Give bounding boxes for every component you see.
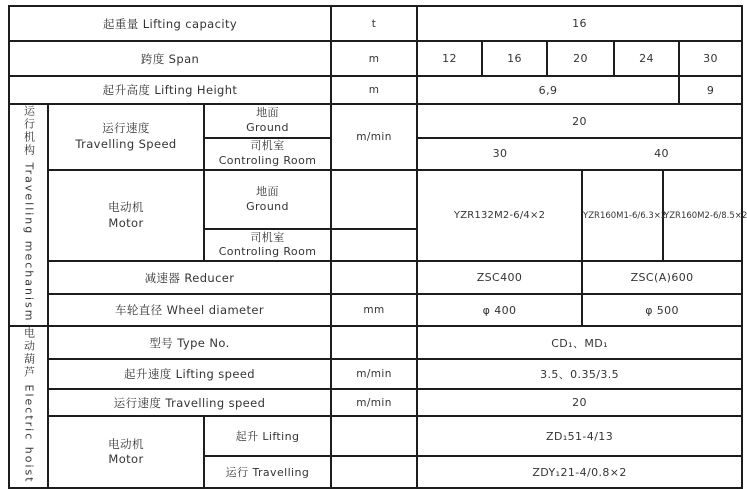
speed-controlling-room-zh: 司机室 <box>250 139 285 152</box>
value-motor-yzr132: YZR132M2-6/4×2 <box>417 170 582 262</box>
section-electric-hoist-title: 电动葫芦 Electric hoist <box>22 327 36 485</box>
row-label-lifting-height: 起升高度 Lifting Height <box>9 76 331 104</box>
unit-span: m <box>331 41 417 76</box>
unit-type-no <box>331 326 417 359</box>
speed-ground-zh: 地面 <box>256 106 279 120</box>
unit-travelling-speed: m/min <box>331 104 417 170</box>
unit-lifting-height: m <box>331 76 417 104</box>
row-label-hoist-travelling-speed: 运行速度 Travelling speed <box>48 389 331 416</box>
row-label-type-no: 型号 Type No. <box>48 326 331 359</box>
sublabel-speed-ground <box>204 104 331 138</box>
motor-controlling-room-zh: 司机室 <box>250 230 285 244</box>
value-span-16: 16 <box>482 41 547 76</box>
row-label-wheel-diameter: 车轮直径 Wheel diameter <box>48 294 331 326</box>
value-hoist-motor-travelling: ZDY₁21-4/0.8×2 <box>417 456 742 488</box>
value-wheel-diameter-400: φ 400 <box>417 294 582 326</box>
value-motor-yzr160m1: YZR160M1-6/6.3×2 <box>582 170 663 262</box>
row-label-lifting-capacity: 起重量 Lifting capacity <box>9 6 331 41</box>
value-hoist-lifting-speed: 3.5、0.35/3.5 <box>417 359 742 389</box>
unit-travelling-motor-ground <box>331 170 417 230</box>
row-label-travelling-motor <box>48 170 204 262</box>
value-lifting-height-main: 6,9 <box>417 76 679 104</box>
travelling-speed-label-zh: 运行速度 <box>102 121 150 136</box>
speed-controlling-room-en: Controling Room <box>218 153 317 167</box>
value-lifting-height-30m: 9 <box>679 76 742 104</box>
value-motor-yzr160m2: YZR160M2-6/8.5×2 <box>663 170 742 262</box>
travelling-speed-label-en: Travelling Speed <box>75 136 177 151</box>
row-label-reducer: 减速器 Reducer <box>48 261 331 294</box>
sublabel-hoist-motor-lifting: 起升 Lifting <box>204 416 331 456</box>
unit-hoist-travelling-speed: m/min <box>331 389 417 416</box>
value-hoist-motor-lifting: ZD₁51-4/13 <box>417 416 742 456</box>
sublabel-motor-ground <box>204 170 331 230</box>
row-label-hoist-motor <box>48 416 204 488</box>
value-speed-controlling-room-40: 40 <box>582 138 742 170</box>
value-wheel-diameter-500: φ 500 <box>582 294 742 326</box>
value-span-24: 24 <box>614 41 679 76</box>
unit-reducer <box>331 261 417 294</box>
unit-hoist-motor-lifting <box>331 416 417 456</box>
section-electric-hoist <box>9 326 48 488</box>
value-span-30: 30 <box>679 41 742 76</box>
unit-lifting-capacity: t <box>331 6 417 41</box>
section-travelling-mechanism-title: 运行机构 Travelling mechanism <box>22 105 36 323</box>
unit-hoist-lifting-speed: m/min <box>331 359 417 389</box>
motor-controlling-room-en: Controling Room <box>218 245 317 259</box>
value-hoist-travelling-speed: 20 <box>417 389 742 416</box>
hoist-motor-label-zh: 电动机 <box>108 436 144 451</box>
motor-ground-en: Ground <box>246 199 289 213</box>
value-reducer-zsc400: ZSC400 <box>417 261 582 294</box>
travelling-motor-label-zh: 电动机 <box>108 200 144 215</box>
value-speed-controlling-room-30: 30 <box>417 138 582 170</box>
speed-ground-en: Ground <box>246 121 289 134</box>
hoist-motor-label-en: Motor <box>108 452 144 467</box>
motor-ground-zh: 地面 <box>256 184 279 198</box>
unit-hoist-motor-travelling <box>331 456 417 488</box>
section-travelling-mechanism <box>9 104 48 326</box>
sublabel-hoist-motor-travelling: 运行 Travelling <box>204 456 331 488</box>
row-label-hoist-lifting-speed: 起升速度 Lifting speed <box>48 359 331 389</box>
travelling-motor-label-en: Motor <box>108 215 144 230</box>
unit-wheel-diameter: mm <box>331 294 417 326</box>
sublabel-speed-controlling-room <box>204 138 331 170</box>
value-span-12: 12 <box>417 41 482 76</box>
crane-spec-table <box>8 5 747 489</box>
sublabel-motor-controlling-room <box>204 229 331 261</box>
row-label-travelling-speed <box>48 104 204 170</box>
value-speed-ground: 20 <box>417 104 742 138</box>
value-span-20: 20 <box>547 41 614 76</box>
unit-travelling-motor-room <box>331 229 417 261</box>
value-reducer-zsc600: ZSC(A)600 <box>582 261 742 294</box>
row-label-span: 跨度 Span <box>9 41 331 76</box>
value-type-no: CD₁、MD₁ <box>417 326 742 359</box>
value-lifting-capacity: 16 <box>417 6 742 41</box>
